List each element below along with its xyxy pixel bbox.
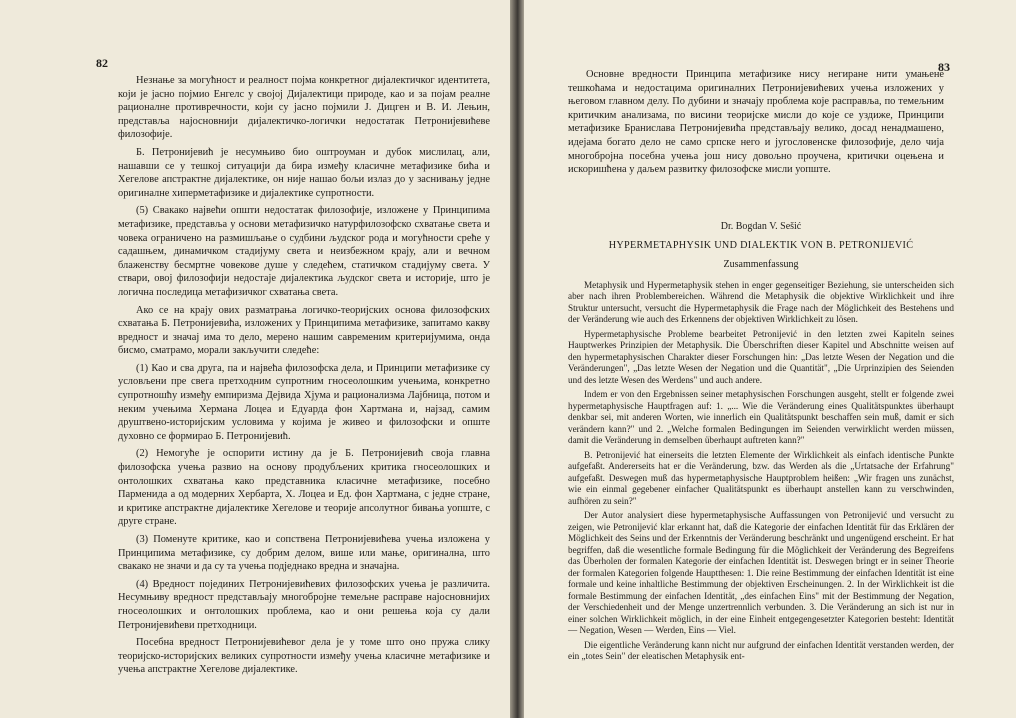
paragraph: B. Petronijević hat einerseits die letzten Elemente der Wirklichkeit als einfach identische Punkte aufgefaßt. Andererseits hat er die Veränderung, bzw. das Werden als die „Urtatsache der Erfahrung" aufgefaßt. Deswegen muß das hypermetaphysische Hauptproblem heißen: „Wir fragen uns zunächst, wie ein einmal gegebener einfacher Qualitätspunkt es überhaupt anstellen kann zu verschwinden, aufhören zu sein?" (568, 449, 954, 506)
summary-heading: Zusammenfassung (723, 258, 799, 270)
summary-text (568, 280, 954, 663)
page-number: 82 (96, 56, 108, 70)
paragraph: Посебна вредност Петронијевићевог дела је у томе што оно пружа слику теоријско-историјских великих супротности између учења класичне метафизике и учења апстрактне Хегелове дијалектике. (118, 637, 490, 676)
paragraph: (4) Вредност појединих Петронијевићевих филозофских учења је различита. Несумњиву вредност представљају многобројне темељне расправе најосновнијих гносеолошких и онтолошких проблема, као и они решења која су дали Петронијевићеви претходници. (118, 578, 490, 631)
paragraph: Основне вредности Принципа метафизике нису негиране нити умањене тешкоћама и недостацима оригиналних Петронијевићевих учења изложених у његовом главном делу. По дубини и значају проблема које расправља, по темељним критичким анализама, по висини теоријске мисли до које се уздиже, Принципи метафизике Бранислава Петронијевића представљају велико, досад ненадмашено, идејама богато дело не само српске него и југословенске филозофије, дело чија многобројна посебна учења још нису довољно проучена, критички оцењена и искоришћена у даљем развитку филозофске мисли уопште. (568, 69, 944, 176)
right-page (524, 0, 1016, 718)
book-gutter (510, 0, 524, 718)
paragraph: Metaphysik und Hypermetaphysik stehen in enger gegenseitiger Beziehung, sie unterscheiden sich aber nach ihren Problembereichen. Während die Metaphysik die objektive Wirklichkeit und ihre Struktur untersucht, versucht die Hypermetaphysik die Frage nach der Möglichkeit des Bestehens und der Veränderung wie auch des Erkennens der objektiven Wirklichkeit zu lösen. (568, 279, 954, 325)
paragraph: Indem er von den Ergebnissen seiner metaphysischen Forschungen ausgeht, stellt er folgende zwei hypermetaphysische Hauptfragen auf: 1. „... Wie die Veränderung eines Qualitätspunktes überhaupt denkbar sei, mit anderen Worten, wie innerlich ein Qualitätspunkt beschaffen sein muß, damit er sich verändern kann?" und 2. „Welche formalen Bedingungen im Seienden verwirklicht werden müssen, damit die Veränderung in demselben überhaupt auftreten kann?" (568, 389, 954, 446)
paragraph: (3) Поменуте критике, као и сопствена Петронијевићева учења изложена у Принципима метафизике, су добрим делом, више или мање, оригинална, што свакако не значи и да су та учења подједнако вредна и значајна. (118, 534, 490, 573)
article-title: HYPERMETAPHYSIK UND DIALEKTIK VON B. PETRONIJEVIĆ (608, 239, 914, 251)
paragraph: Незнање за могућност и реалност појма конкретног дијалектичког идентитета, који је јасно појмио Енгелс у својој Дијалектици природе, као и за појам реалне рационалне противречности, који су јасно појмили Ј. Дицген и В. И. Лењин, представља најосновнији дијалектичко-логички недостатак Петронијевићеве филозофије. (118, 75, 490, 141)
paragraph: (1) Као и сва друга, па и највећа филозофска дела, и Принципи метафизике су условљени пре свега претходним супротним гносеолошким учењима, конкретно супротношћу између емпиризма Дејвида Хјума и рационализма Лајбница, потом и неким учењима Хермана Лоцеа и Едуарда фон Хартмана и, најзад, самим друштвено-историјским условима у којима је живео и филозофски и опште духовно се формирао Б. Петронијевић. (118, 362, 490, 442)
paragraph: Hypermetaphysische Probleme bearbeitet Petronijević in den letzten zwei Kapiteln seines Hauptwerkes Prinzipien der Metaphysik. Die Überschriften dieser Kapitel und Abschnitte weisen auf den hypermetaphysischen Charakter dieser Forschungen hin: „Das letzte Wesen der Negation und die Veränderungen", „Das letzte Wesen der Negation und die Quantität", „Die Urprinzipien des Seienden und des letzte Wesen des Werdens" und auch andere. (568, 328, 954, 385)
paragraph: (5) Свакако највећи општи недостатак филозофије, изложене у Принципима метафизике, представља у основи метафизичко натурфилозофско схватање света и човека ограничено на размишљање о судбини људског рода и могућности среће у садашњем, динамичком стадијуму света и неизбежном крају, али и вечном блаженству бесмртне човекове душе у следећем, статичком стадијуму света. У ствари, овој филозофији недостаје дијалектика људског света и историје, што је логична последица метафизичког схватања света. (118, 205, 490, 298)
paragraph: Die eigentliche Veränderung kann nicht nur aufgrund der einfachen Identität verstanden werden, der ein „totes Sein" der eleatischen Metaphysik ent- (568, 639, 954, 662)
author-name: Dr. Bogdan V. Sešić (720, 220, 802, 232)
paragraph: Б. Петронијевић је несумњиво био оштроуман и дубок мислилац, али, нашавши се у тешкој ситуацији да бира између класичне метафизике бића и Хегелове апстрактне дијалектике, он није нашао бољи излаз до у заснивању једне оригиналне хиперметафизике и дијалектике супротности. (118, 146, 490, 199)
paragraph: (2) Немогуће је оспорити истину да је Б. Петронијевић своја главна филозофска учења развио на основу продубљених критика гносеолошких и онтолошких схватања како представника класичне метафизике, посебно Парменида а од модерних Хербарта, Х. Лоцеа и Ед. фон Хартмана, с једне стране, и критике апстрактне дијалектике Хегелове и теорије апсолутног бивања уопште, с друге стране. (118, 448, 490, 528)
right-intro-text (568, 68, 944, 177)
page-number: 83 (938, 60, 950, 74)
paragraph: Ако се на крају ових разматрања логичко-теоријских основа филозофских схватања Б. Петронијевића, изложених у Принципима метафизике, запитамо какву вредност и значај има то дело, мерено нашим савременим критеријумима, онда бисмо, сматрамо, морали закључити следеће: (118, 304, 490, 357)
paragraph: Der Autor analysiert diese hypermetaphysische Auffassungen von Petronijević und versucht zu zeigen, wie Petronijević klar erkannt hat, daß die Kategorie der einfachen Identität für das Erklären der Möglichkeit des Seins und der Erkenntnis der Veränderung beschränkt und ungenügend erscheint. Er hat begriffen, daß die wesentliche formale Bedingung für die Möglichkeit der Veränderung des Begreifens das Überholen der formalen Kategorie der einfachen Identität ist. Deswegen bringt er in seiner Theorie der formalen Kategorien folgende Hauptthesen: 1. Die reine Bestimmung der einfachen Identität ist eine formale und keine inhaltliche Bestimmung der objektiven Erscheinungen. 2. In der Wirklichkeit ist die formale Bestimmung der einfachen Identität, „des einfachen Eins" mit der Bestimmung der Negation, der Verschiedenheit und der Menge unzertrennlich verbunden. 3. Die Veränderung an sich ist nur in einer solchen Wirklichkeit möglich, in der eine Einheit entgegengesetzter Kategorien besteht: Identität — Negation, Wesen — Werden, Eins — Viel. (568, 510, 954, 636)
left-body-text (118, 74, 490, 677)
